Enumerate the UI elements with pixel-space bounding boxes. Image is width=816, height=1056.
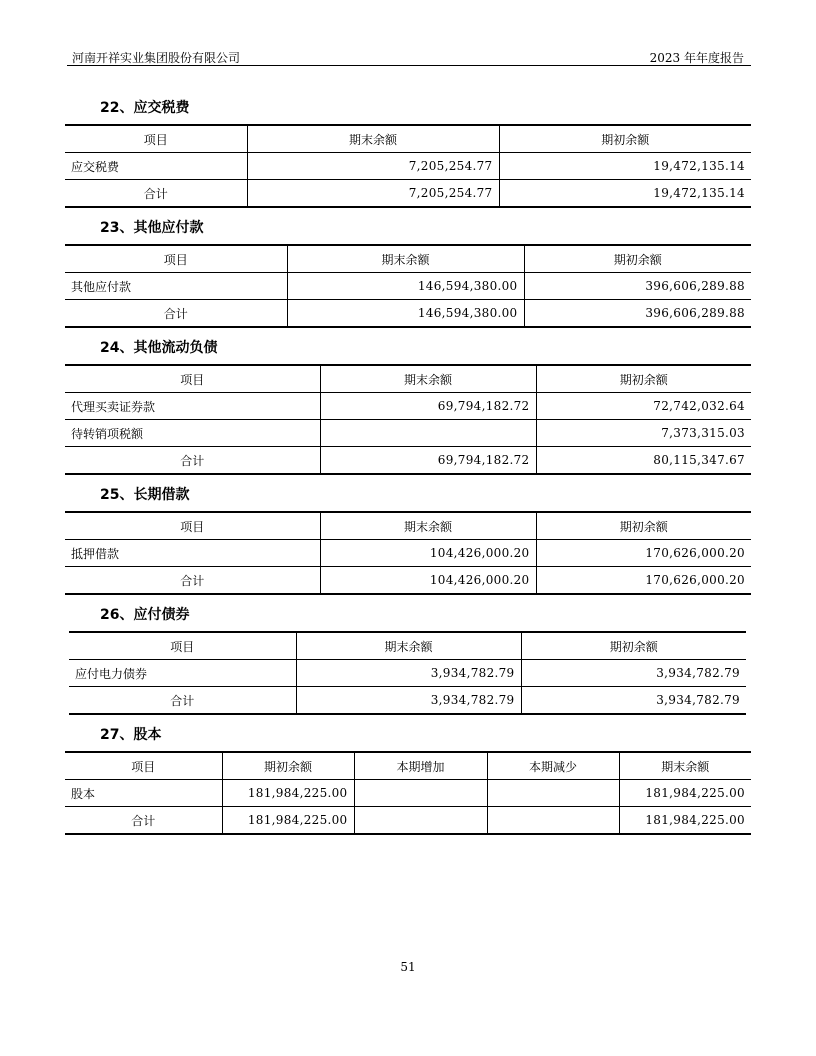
column-header: 期末余额 <box>320 512 536 540</box>
table-total-row <box>65 300 751 328</box>
cell-value <box>354 807 487 835</box>
table-header-row <box>65 245 751 273</box>
table-row <box>65 273 751 300</box>
column-header: 期初余额 <box>536 512 751 540</box>
row-label: 应付电力债券 <box>69 660 296 687</box>
cell-value: 69,794,182.72 <box>320 447 536 475</box>
cell-value: 3,934,782.79 <box>296 660 521 687</box>
table-total-row <box>65 807 751 835</box>
cell-value: 396,606,289.88 <box>524 273 751 300</box>
column-header: 期初余额 <box>222 752 354 780</box>
table-row <box>69 660 746 687</box>
row-label: 合计 <box>69 687 296 715</box>
row-label: 合计 <box>65 300 287 328</box>
section-title-share-capital: 27、股本 <box>100 727 162 743</box>
column-header: 期初余额 <box>521 632 746 660</box>
column-header: 项目 <box>65 245 287 273</box>
table-row <box>65 420 751 447</box>
cell-value <box>487 807 619 835</box>
cell-value: 3,934,782.79 <box>521 687 746 715</box>
row-label: 代理买卖证券款 <box>65 393 320 420</box>
cell-value: 80,115,347.67 <box>536 447 751 475</box>
row-label: 其他应付款 <box>65 273 287 300</box>
cell-value: 396,606,289.88 <box>524 300 751 328</box>
table-row <box>65 393 751 420</box>
cell-value: 170,626,000.20 <box>536 540 751 567</box>
cell-value: 7,205,254.77 <box>247 180 499 208</box>
section-title-bonds-payable: 26、应付债券 <box>100 607 190 623</box>
section-title-taxes-payable: 22、应交税费 <box>100 100 190 116</box>
column-header: 项目 <box>65 365 320 393</box>
cell-value: 146,594,380.00 <box>287 273 524 300</box>
cell-value: 72,742,032.64 <box>536 393 751 420</box>
row-label: 合计 <box>65 180 247 208</box>
header-divider <box>67 65 751 66</box>
section-title-other-payables: 23、其他应付款 <box>100 220 204 236</box>
table-total-row <box>69 687 746 715</box>
row-label: 股本 <box>65 780 222 807</box>
cell-value: 170,626,000.20 <box>536 567 751 595</box>
cell-value <box>354 780 487 807</box>
table-header-row <box>65 125 751 153</box>
row-label: 待转销项税额 <box>65 420 320 447</box>
cell-value: 181,984,225.00 <box>619 807 751 835</box>
column-header: 期末余额 <box>287 245 524 273</box>
column-header: 项目 <box>65 512 320 540</box>
cell-value: 181,984,225.00 <box>619 780 751 807</box>
column-header: 期末余额 <box>619 752 751 780</box>
column-header: 期初余额 <box>524 245 751 273</box>
column-header: 项目 <box>69 632 296 660</box>
cell-value: 3,934,782.79 <box>521 660 746 687</box>
cell-value: 7,373,315.03 <box>536 420 751 447</box>
table-header-row <box>65 365 751 393</box>
column-header: 期初余额 <box>499 125 751 153</box>
cell-value: 181,984,225.00 <box>222 807 354 835</box>
cell-value <box>320 420 536 447</box>
table-header-row <box>65 752 751 780</box>
column-header: 本期减少 <box>487 752 619 780</box>
table-row <box>65 153 751 180</box>
header-report-title: 2023 年年度报告 <box>649 51 744 65</box>
cell-value: 7,205,254.77 <box>247 153 499 180</box>
table-row <box>65 780 751 807</box>
cell-value: 104,426,000.20 <box>320 567 536 595</box>
row-label: 抵押借款 <box>65 540 320 567</box>
table-bonds-payable <box>69 631 746 715</box>
table-taxes-payable <box>65 124 751 208</box>
header-company-name: 河南开祥实业集团股份有限公司 <box>72 51 241 65</box>
cell-value: 19,472,135.14 <box>499 153 751 180</box>
table-total-row <box>65 180 751 208</box>
cell-value: 146,594,380.00 <box>287 300 524 328</box>
page-number: 51 <box>400 960 416 974</box>
column-header: 期末余额 <box>296 632 521 660</box>
column-header: 项目 <box>65 125 247 153</box>
cell-value: 104,426,000.20 <box>320 540 536 567</box>
cell-value <box>487 780 619 807</box>
column-header: 本期增加 <box>354 752 487 780</box>
table-other-current-liabilities <box>65 364 751 475</box>
column-header: 项目 <box>65 752 222 780</box>
cell-value: 19,472,135.14 <box>499 180 751 208</box>
column-header: 期末余额 <box>320 365 536 393</box>
table-other-payables <box>65 244 751 328</box>
table-row <box>65 540 751 567</box>
cell-value: 69,794,182.72 <box>320 393 536 420</box>
cell-value: 3,934,782.79 <box>296 687 521 715</box>
table-header-row <box>65 512 751 540</box>
column-header: 期末余额 <box>247 125 499 153</box>
table-share-capital <box>65 751 751 835</box>
section-title-long-term-loans: 25、长期借款 <box>100 487 190 503</box>
column-header: 期初余额 <box>536 365 751 393</box>
row-label: 应交税费 <box>65 153 247 180</box>
row-label: 合计 <box>65 807 222 835</box>
section-title-other-current-liabilities: 24、其他流动负债 <box>100 340 218 356</box>
cell-value: 181,984,225.00 <box>222 780 354 807</box>
table-header-row <box>69 632 746 660</box>
table-total-row <box>65 567 751 595</box>
table-total-row <box>65 447 751 475</box>
row-label: 合计 <box>65 447 320 475</box>
row-label: 合计 <box>65 567 320 595</box>
table-long-term-loans <box>65 511 751 595</box>
